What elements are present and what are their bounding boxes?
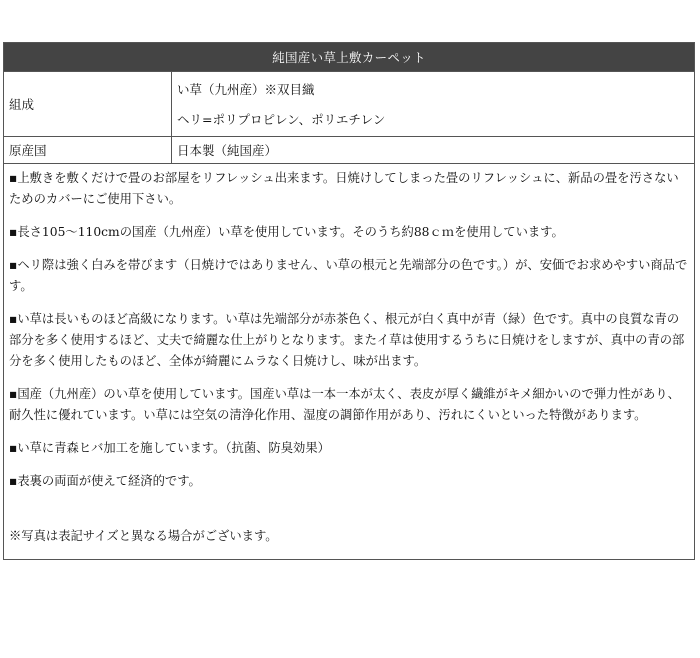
- table-title-text: 純国産い草上敷カーペット: [272, 50, 426, 65]
- origin-value: 日本製（純国産）: [177, 143, 278, 158]
- composition-value-material: い草（九州産）※双目織: [177, 82, 315, 97]
- description-paragraph-refresh: ▪上敷きを敷くだけで畳のお部屋をリフレッシュ出来ます。日焼けしてしまった畳のリフレッシュに、新品の畳を汚さないためのカバーにご使用下さい。: [9, 171, 679, 206]
- description-cell: [4, 163, 694, 559]
- table-title: [4, 43, 694, 71]
- product-spec-table: [3, 42, 695, 560]
- origin-value-cell: [172, 137, 694, 163]
- table-row-composition: [4, 71, 694, 136]
- composition-label: 組成: [9, 97, 35, 112]
- description-paragraph-edge-color: ▪ヘリ際は強く白みを帯びます（日焼けではありません、い草の根元と先端部分の色です。）が、安価でお求めやすい商品です。: [9, 258, 688, 293]
- composition-value-cell: [172, 72, 694, 136]
- description-note-photo: ※写真は表記サイズと異なる場合がございます。: [9, 529, 278, 543]
- description-paragraph-quality: ▪い草は長いものほど高級になります。い草は先端部分が赤茶色く、根元が白く真中が青（緑）色です。真中の良質な青の部分を多く使用するほど、丈夫で綺麗な仕上がりとなります。またイ草は使用するうちに日焼けをしますが、真中の青の部分を多く使用したものほど、全体が綺麗にムラなく日焼けし、味が出ます。: [9, 312, 685, 368]
- table-row-origin: [4, 136, 694, 163]
- description-paragraph-reversible: ▪表裏の両面が使えて経済的です。: [9, 474, 201, 488]
- description-paragraph-length: ▪長さ105〜110cmの国産（九州産）い草を使用しています。そのうち約88ｃｍを使用しています。: [9, 225, 564, 239]
- origin-label-cell: [4, 137, 172, 163]
- composition-label-cell: [4, 72, 172, 136]
- origin-label: 原産国: [9, 143, 47, 158]
- description-paragraph-hiba: ▪い草に青森ヒバ加工を施しています。（抗菌、防臭効果）: [9, 441, 330, 455]
- composition-value-border: ヘリ=ポリプロピレン、ポリエチレン: [177, 112, 386, 127]
- description-paragraph-domestic: ▪国産（九州産）のい草を使用しています。国産い草は一本一本が太く、表皮が厚く繊維がキメ細かいので弾力性があり、耐久性に優れています。い草には空気の清浄化作用、湿度の調節作用があり、汚れにくいといった特徴があります。: [9, 387, 680, 422]
